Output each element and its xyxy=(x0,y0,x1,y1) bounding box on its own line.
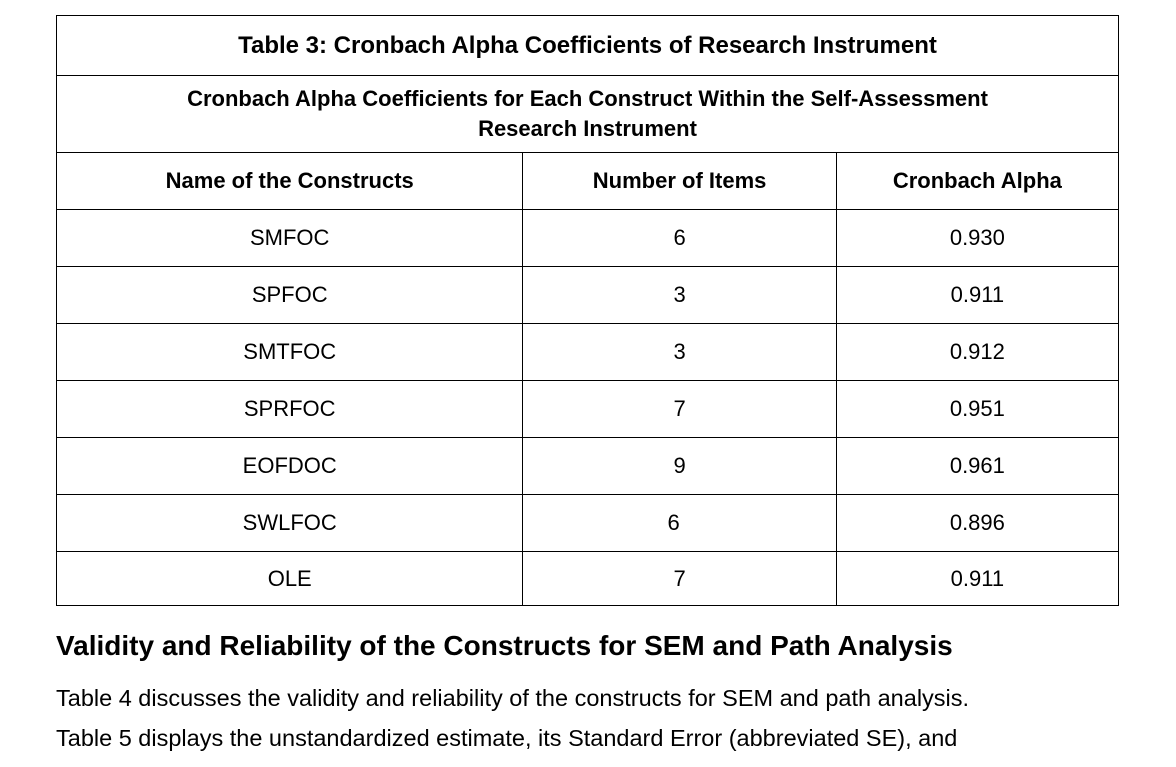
cell-construct: SMTFOC xyxy=(57,324,523,381)
cell-alpha: 0.912 xyxy=(836,324,1118,381)
table-row xyxy=(57,381,1119,438)
header-number-of-items: Number of Items xyxy=(523,153,836,210)
cell-construct: OLE xyxy=(57,552,523,606)
cell-construct: SWLFOC xyxy=(57,495,523,552)
body-paragraph xyxy=(56,678,1136,758)
paragraph-line-1: Table 4 discusses the validity and reliability of the constructs for SEM and path analysis. xyxy=(56,685,970,711)
cronbach-alpha-table xyxy=(56,15,1119,606)
cell-alpha: 0.896 xyxy=(836,495,1118,552)
paragraph-line-2: Table 5 displays the unstandardized estimate, its Standard Error (abbreviated SE), and xyxy=(56,725,958,751)
cell-alpha: 0.951 xyxy=(836,381,1118,438)
table-row xyxy=(57,324,1119,381)
cell-construct: SPRFOC xyxy=(57,381,523,438)
table-row xyxy=(57,267,1119,324)
table-subcaption xyxy=(57,76,1119,153)
cell-alpha: 0.961 xyxy=(836,438,1118,495)
table-row xyxy=(57,438,1119,495)
subcaption-line-1: Cronbach Alpha Coefficients for Each Construct Within the Self-Assessment xyxy=(187,86,988,111)
section-heading: Validity and Reliability of the Constructs for SEM and Path Analysis xyxy=(56,630,953,661)
subcaption-line-2: Research Instrument xyxy=(478,116,697,141)
table-row xyxy=(57,495,1119,552)
cell-items: 7 xyxy=(523,381,836,438)
cell-items: 6 xyxy=(523,495,836,552)
cell-alpha: 0.911 xyxy=(836,267,1118,324)
cell-items: 3 xyxy=(523,324,836,381)
cell-items: 7 xyxy=(523,552,836,606)
cell-alpha: 0.930 xyxy=(836,210,1118,267)
cronbach-table-container xyxy=(56,15,1119,606)
header-construct-name: Name of the Constructs xyxy=(57,153,523,210)
table-row xyxy=(57,552,1119,606)
cell-alpha: 0.911 xyxy=(836,552,1118,606)
cell-items: 9 xyxy=(523,438,836,495)
table-header-row xyxy=(57,153,1119,210)
header-cronbach-alpha: Cronbach Alpha xyxy=(836,153,1118,210)
cell-construct: EOFDOC xyxy=(57,438,523,495)
table-caption: Table 3: Cronbach Alpha Coefficients of Research Instrument xyxy=(57,16,1119,76)
table-caption-row xyxy=(57,16,1119,76)
table-subcaption-row xyxy=(57,76,1119,153)
cell-items: 6 xyxy=(523,210,836,267)
cell-items: 3 xyxy=(523,267,836,324)
cell-construct: SMFOC xyxy=(57,210,523,267)
table-row xyxy=(57,210,1119,267)
cell-construct: SPFOC xyxy=(57,267,523,324)
